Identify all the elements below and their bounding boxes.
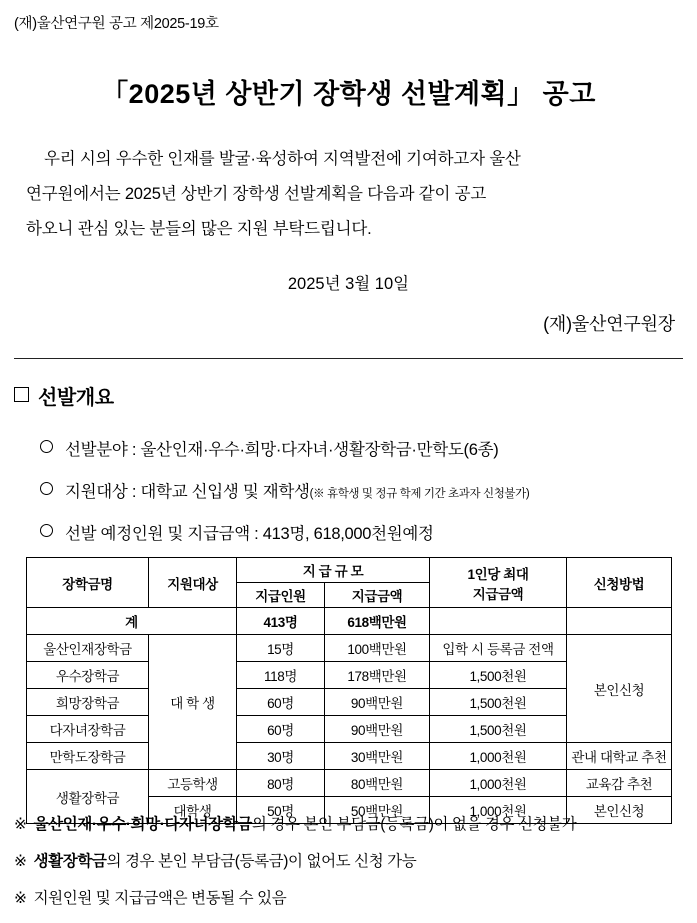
cell-name: 다자녀장학금 <box>27 716 149 743</box>
table-row <box>27 743 672 770</box>
cell-target: 대학생 <box>149 797 237 824</box>
cell-amount: 100백만원 <box>325 635 430 662</box>
column-header-name: 장학금명 <box>27 558 149 608</box>
footnote-list <box>14 812 684 923</box>
footnote-text: 의 경우 본인 부담금(등록금)이 없을 경우 신청불가 <box>251 816 577 833</box>
column-header-max-line2: 지급금액 <box>472 586 524 602</box>
footnote-text: 지원인원 및 지급금액은 변동될 수 있음 <box>33 890 287 907</box>
intro-paragraph <box>26 142 671 247</box>
issuer-name: (재)울산연구원장 <box>543 314 675 334</box>
table-row-total <box>27 608 672 635</box>
reference-mark-icon: ※ <box>14 816 27 833</box>
footnote-item <box>14 812 684 834</box>
cell-name: 생활장학금 <box>27 770 149 824</box>
cell-method: 본인신청 <box>567 635 672 743</box>
cell-count: 60명 <box>237 689 325 716</box>
cell-method: 관내 대학교 추천 <box>567 743 672 770</box>
cell-count: 60명 <box>237 716 325 743</box>
bullet-value: 울산인재·우수·희망·다자녀·생활장학금·만학도(6종) <box>140 441 499 459</box>
column-header-count: 지급인원 <box>237 583 325 608</box>
bullet-value: 413명, 618,000천원예정 <box>262 525 434 543</box>
cell-target: 고등학생 <box>149 770 237 797</box>
footnote-bold: 울산인재·우수·희망·다자녀장학금 <box>33 816 252 833</box>
section-heading <box>14 381 114 410</box>
column-header-method: 신청방법 <box>567 558 672 608</box>
cell-count: 118명 <box>237 662 325 689</box>
column-header-max-line1: 1인당 최대 <box>467 566 529 582</box>
cell-target: 대 학 생 <box>149 635 237 770</box>
cell-name: 만학도장학금 <box>27 743 149 770</box>
column-header-amount: 지급금액 <box>325 583 430 608</box>
square-bullet-icon <box>14 387 29 402</box>
cell-max: 1,500천원 <box>430 716 567 743</box>
cell-max: 1,000천원 <box>430 797 567 824</box>
cell-method: 본인신청 <box>567 797 672 824</box>
column-header-scale: 지 급 규 모 <box>237 558 430 583</box>
footnote-item <box>14 886 684 908</box>
table-row <box>27 635 672 662</box>
cell-amount: 50백만원 <box>325 797 430 824</box>
section-heading-label: 선발개요 <box>38 387 114 409</box>
total-max-empty <box>430 608 567 635</box>
list-item <box>40 520 690 544</box>
cell-max: 1,000천원 <box>430 743 567 770</box>
bullet-value: 대학교 신입생 및 재학생 <box>140 483 310 501</box>
cell-amount: 30백만원 <box>325 743 430 770</box>
scholarship-table <box>26 557 672 824</box>
circle-bullet-icon <box>40 524 53 537</box>
cell-name: 울산인재장학금 <box>27 635 149 662</box>
overview-bullet-list <box>40 436 690 562</box>
cell-amount: 80백만원 <box>325 770 430 797</box>
bullet-label: 지원대상 : <box>65 483 141 501</box>
list-item <box>40 436 690 460</box>
intro-line-3: 하오니 관심 있는 분들의 많은 지원 부탁드립니다. <box>26 220 372 238</box>
horizontal-divider <box>14 358 683 359</box>
intro-line-2: 연구원에서는 2025년 상반기 장학생 선발계획을 다음과 같이 공고 <box>26 185 487 203</box>
cell-count: 50명 <box>237 797 325 824</box>
table-header-row <box>27 558 672 583</box>
cell-name: 희망장학금 <box>27 689 149 716</box>
reference-mark-icon: ※ <box>14 853 27 870</box>
reference-mark-icon: ※ <box>14 890 27 907</box>
column-header-max <box>430 558 567 608</box>
list-item <box>40 478 690 502</box>
footnote-item <box>14 849 684 871</box>
cell-max: 1,000천원 <box>430 770 567 797</box>
bullet-note: (※ 휴학생 및 정규 학제 기간 초과자 신청불가) <box>309 488 530 500</box>
cell-count: 80명 <box>237 770 325 797</box>
footnote-text: 의 경우 본인 부담금(등록금)이 없어도 신청 가능 <box>106 853 417 870</box>
table-row <box>27 770 672 797</box>
bullet-label: 선발 예정인원 및 지급금액 : <box>65 525 263 543</box>
cell-name: 우수장학금 <box>27 662 149 689</box>
circle-bullet-icon <box>40 440 53 453</box>
intro-line-1: 우리 시의 우수한 인재를 발굴·육성하여 지역발전에 기여하고자 울산 <box>44 150 521 168</box>
total-count: 413명 <box>237 608 325 635</box>
total-method-empty <box>567 608 672 635</box>
circle-bullet-icon <box>40 482 53 495</box>
cell-method: 교육감 추천 <box>567 770 672 797</box>
cell-amount: 90백만원 <box>325 716 430 743</box>
total-amount: 618백만원 <box>325 608 430 635</box>
issue-date: 2025년 3월 10일 <box>287 275 410 293</box>
cell-max: 입학 시 등록금 전액 <box>430 635 567 662</box>
column-header-target: 지원대상 <box>149 558 237 608</box>
page-title: 「2025년 상반기 장학생 선발계획」 공고 <box>101 79 596 109</box>
notice-number: (재)울산연구원 공고 제2025-19호 <box>14 16 219 32</box>
bullet-label: 선발분야 : <box>65 441 141 459</box>
cell-amount: 178백만원 <box>325 662 430 689</box>
cell-max: 1,500천원 <box>430 689 567 716</box>
total-label: 계 <box>27 608 237 635</box>
footnote-bold: 생활장학금 <box>33 853 107 870</box>
cell-amount: 90백만원 <box>325 689 430 716</box>
cell-max: 1,500천원 <box>430 662 567 689</box>
cell-count: 30명 <box>237 743 325 770</box>
cell-count: 15명 <box>237 635 325 662</box>
